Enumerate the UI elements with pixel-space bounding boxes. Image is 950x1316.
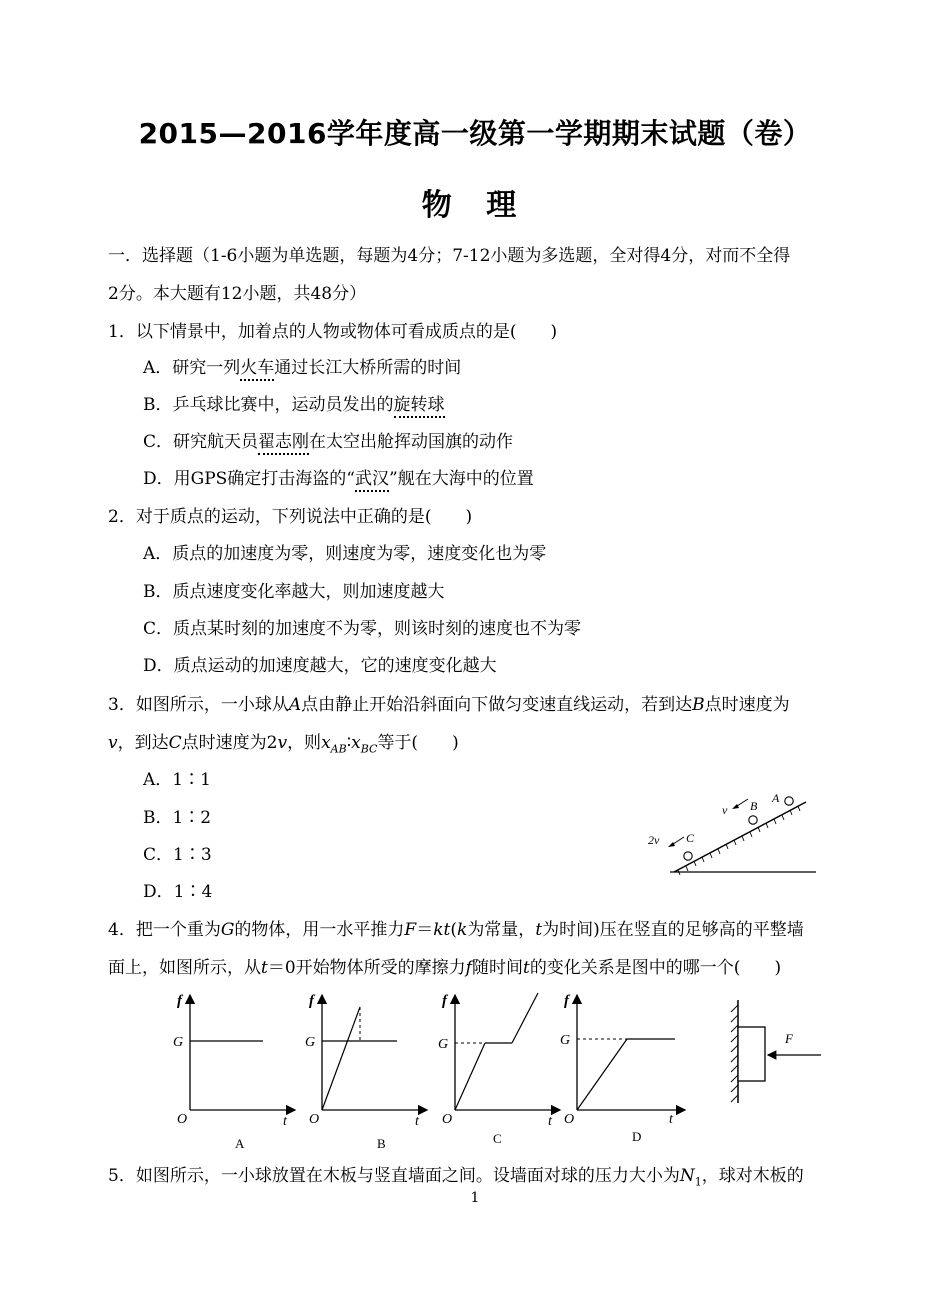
ball-b	[749, 816, 757, 824]
q4-f: f	[465, 958, 472, 978]
q3-sub-bc: BC	[360, 742, 378, 756]
q3-ratio: ∶	[346, 733, 352, 753]
fig-label-b: B	[750, 799, 758, 813]
axis-o: O	[442, 1112, 453, 1127]
q4-text: 面上，如图所示，从	[108, 958, 261, 978]
section-heading-line2: 2分。本大题有12小题，共48分）	[108, 284, 367, 304]
axis-t: t	[669, 1112, 673, 1127]
wall-hatching	[731, 1005, 738, 1102]
q1-c-pre: C．研究航天员	[143, 432, 259, 452]
axis-o: O	[564, 1112, 575, 1127]
q1-c-emphasis: 翟志刚	[258, 432, 309, 455]
q4-text: 为时间)压在竖直的足够高的平整墙	[542, 920, 804, 940]
graph-c	[438, 993, 560, 1146]
section-heading-line1: 一．选择题（1-6小题为单选题，每题为4分；7-12小题为多选题，全对得4分，对而不全得	[108, 246, 791, 266]
q3-text: 3．如图所示，一小球从	[108, 695, 289, 715]
fig-label-c: C	[686, 831, 695, 845]
axis-f: f	[564, 993, 569, 1009]
q4-g: G	[220, 920, 235, 940]
q4-t: t	[535, 920, 543, 940]
q3-line2	[108, 731, 459, 761]
q4-line1	[108, 918, 804, 942]
graph-b	[305, 993, 427, 1151]
q1-d-emphasis: 武汉	[355, 469, 389, 492]
exam-title: 2015—2016学年度高一级第一学期期末试题（卷）	[138, 117, 812, 150]
q1-d-post: ”舰在大海中的位置	[389, 469, 534, 489]
axis-f: f	[442, 993, 447, 1009]
wall-block-figure	[731, 1000, 821, 1103]
q1-b-emphasis: 旋转球	[394, 395, 445, 418]
q4-kt: kt	[433, 920, 451, 940]
q4-text: ＝0开始物体所受的摩擦力	[267, 958, 466, 978]
graph-label-d: D	[632, 1129, 642, 1144]
q3-point-c: C	[168, 733, 182, 753]
q5-text: 5．如图所示，一小球放置在木板与竖直墙面之间。设墙面对球的压力大小为	[108, 1166, 680, 1186]
fig-label-a: A	[772, 791, 780, 805]
axis-o: O	[177, 1112, 188, 1127]
graph-label-b: B	[377, 1136, 386, 1151]
q4-f-force: F	[404, 920, 417, 940]
q4-text: ＝	[416, 920, 434, 940]
q5-text: ，球对木板的	[701, 1166, 804, 1186]
q1-a-post: 通过长江大桥所需的时间	[274, 358, 462, 378]
ball-c	[684, 852, 692, 860]
axis-g: G	[438, 1037, 449, 1052]
ball-a	[785, 797, 793, 805]
axis-f: f	[309, 993, 314, 1009]
fig-label-2v: 2v	[648, 833, 660, 847]
q1-option-d	[143, 467, 534, 491]
q3-x: x	[351, 733, 361, 753]
q3-text: ，则	[287, 733, 322, 753]
axis-g: G	[305, 1035, 316, 1050]
q4-text: 随时间	[471, 958, 523, 978]
q4-text: (	[450, 920, 457, 940]
q3-option-a: A．1∶1	[143, 770, 211, 790]
incline-hatching	[678, 806, 800, 875]
q1-b-pre: B．乒乓球比赛中，运动员发出的	[143, 395, 394, 415]
q4-t: t	[522, 958, 530, 978]
fig-label-v: v	[722, 803, 728, 817]
q3-x: x	[321, 733, 331, 753]
arrow-2v-head	[668, 842, 675, 847]
q3-text: 等于( )	[377, 733, 459, 753]
q5-n: N	[679, 1166, 695, 1186]
q3-text: 点由静止开始沿斜面向下做匀变速直线运动，若到达	[301, 695, 693, 715]
q3-point-a: A	[288, 695, 302, 715]
q4-text: 为常量，	[467, 920, 536, 940]
axis-t: t	[415, 1114, 419, 1129]
q3-option-b: B．1∶2	[143, 808, 212, 828]
q1-option-b	[143, 393, 445, 417]
q1-a-pre: A．研究一列	[143, 358, 241, 378]
q3-text: 点时速度为	[704, 695, 790, 715]
q3-option-d: D．1∶4	[143, 882, 213, 902]
q3-sub-ab: AB	[330, 742, 347, 756]
arrow-v-head	[732, 804, 739, 809]
q4-line2	[108, 956, 781, 980]
q4-k: k	[457, 920, 468, 940]
q2-option-c: C．质点某时刻的加速度不为零，则该时刻的速度也不为零	[143, 619, 582, 639]
q4-t: t	[261, 958, 268, 978]
q4-text: 的物体，用一水平推力	[234, 920, 405, 940]
q3-line1	[108, 693, 790, 717]
axis-g: G	[560, 1033, 571, 1048]
q1-option-c	[143, 430, 513, 454]
q5-sub: 1	[694, 1175, 702, 1189]
q3-text: ，到达	[117, 733, 169, 753]
axis-t: t	[283, 1114, 287, 1129]
q1-c-post: 在太空出舱挥动国旗的动作	[309, 432, 514, 452]
q3-point-b: B	[692, 695, 705, 715]
axis-t: t	[548, 1114, 552, 1129]
q2-option-a: A．质点的加速度为零，则速度为零，速度变化也为零	[143, 544, 547, 564]
q2-option-b: B．质点速度变化率越大，则加速度越大	[143, 582, 445, 602]
q3-velocity: v	[277, 733, 288, 753]
graph-label-a: A	[235, 1136, 245, 1151]
q1-stem: 1．以下情景中，加着点的人物或物体可看成质点的是( )	[108, 322, 558, 342]
page-number: 1	[470, 1190, 480, 1206]
axis-f: f	[177, 993, 182, 1009]
graph-d	[560, 993, 685, 1144]
axis-g: G	[173, 1035, 184, 1050]
q4-graphs-figure	[165, 985, 845, 1155]
q3-velocity: v	[108, 733, 118, 753]
q2-option-d: D．质点运动的加速度越大，它的速度变化越大	[143, 656, 497, 676]
q1-option-a	[143, 356, 461, 380]
graph-a	[173, 993, 295, 1151]
block	[738, 1027, 765, 1081]
subject-title: 物 理	[421, 188, 529, 223]
q1-a-emphasis: 火车	[240, 358, 274, 381]
q3-option-c: C．1∶3	[143, 845, 212, 865]
axis-o: O	[309, 1112, 320, 1127]
q4-text: 4．把一个重为	[108, 920, 221, 940]
q2-stem: 2．对于质点的运动，下列说法中正确的是( )	[108, 507, 473, 527]
q1-d-pre: D．用GPS确定打击海盗的“	[143, 469, 355, 489]
q3-text: 点时速度为2	[181, 733, 278, 753]
graph-label-c: C	[493, 1131, 502, 1146]
q4-text: 的变化关系是图中的哪一个( )	[529, 958, 782, 978]
force-label: F	[785, 1031, 793, 1046]
incline-figure	[640, 790, 830, 885]
